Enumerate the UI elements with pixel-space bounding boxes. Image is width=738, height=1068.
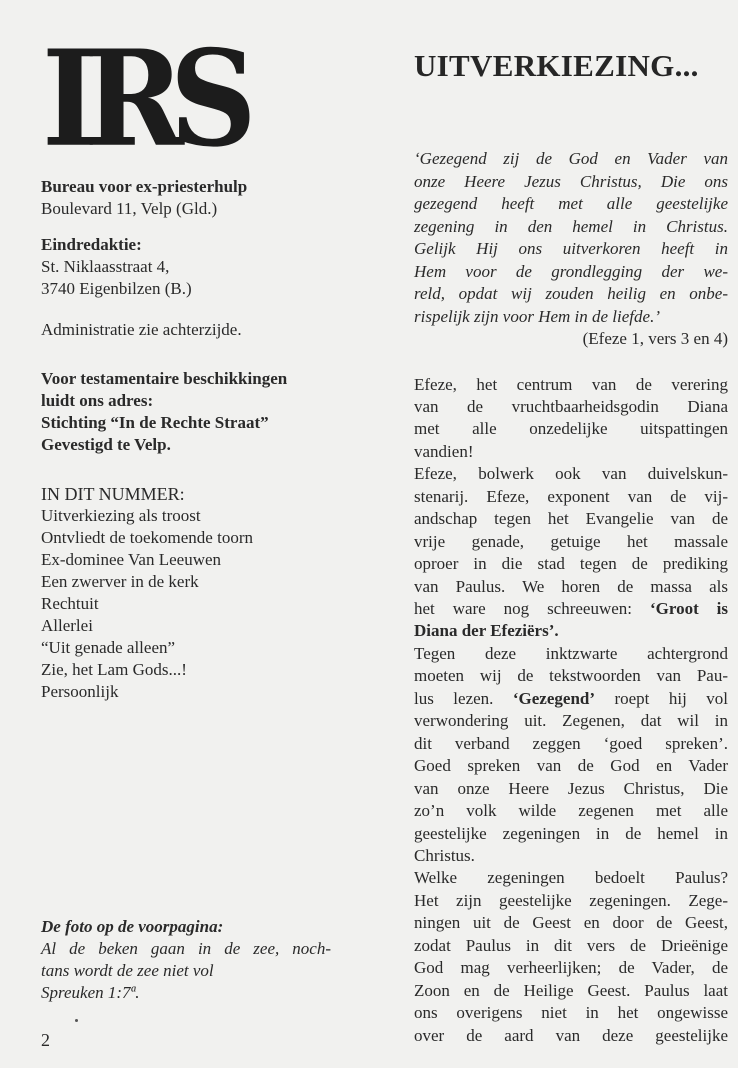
body-line: dit verband zeggen ‘goed spreken’.: [414, 733, 728, 753]
body-text: het ware nog schreeuwen:: [414, 599, 650, 619]
print-speck: [75, 1019, 78, 1022]
quote-reference: (Efeze 1, vers 3 en 4): [582, 329, 728, 348]
contents-item: Ontvliedt de toekomende toorn: [41, 528, 253, 547]
photo-caption-line: Al de beken gaan in de zee, noch-: [41, 939, 331, 958]
body-line: Efeze, het centrum van de verering: [414, 374, 728, 394]
body-line: God mag verheerlijken; de Vader, de: [414, 958, 728, 978]
contents-heading: IN DIT NUMMER:: [41, 484, 185, 504]
right-column: [414, 148, 728, 1047]
body-line: Welke zegeningen bedoelt Paulus?: [414, 868, 728, 888]
quote-line: gezegend heeft met alle geestelijke: [414, 194, 728, 213]
body-line: Tegen deze inktzwarte achtergrond: [414, 643, 728, 663]
body-line: geestelijke zegeningen in de hemel in: [414, 823, 728, 843]
quote-line: rispelijk zijn voor Hem in de liefde.’: [414, 306, 660, 326]
body-line: Christus.: [414, 846, 475, 866]
body-line: Het zijn geestelijke zegeningen. Zege-: [414, 890, 728, 910]
contents-item: Uitverkiezing als troost: [41, 506, 201, 525]
contents-item: Allerlei: [41, 616, 93, 635]
body-line: vandien!: [414, 441, 474, 461]
body-line: van de vruchtbaarheidsgodin Diana: [414, 396, 728, 416]
body-line: Zoon en de Heilige Geest. Paulus laat: [414, 980, 728, 1000]
body-line: Efeze, bolwerk ook van duivelskun-: [414, 464, 728, 484]
contents-list: [41, 505, 381, 703]
body-line: ningen uit de Geest en door de Geest,: [414, 913, 728, 933]
quote-line: Hem voor de grondlegging der we-: [414, 261, 728, 281]
quote-line: onze Heere Jezus Christus, Die ons: [414, 171, 728, 191]
body-line: van onze Heere Jezus Christus, Die: [414, 778, 728, 798]
contents-item: Rechtuit: [41, 594, 99, 613]
body-line: [414, 598, 728, 620]
contents-item: Persoonlijk: [41, 682, 119, 701]
contents-item: Zie, het Lam Gods...!: [41, 660, 187, 679]
body-line: met alle onzedelijke uitspattingen: [414, 419, 728, 439]
scripture-quote: [414, 148, 728, 351]
testament-line: Gevestigd te Velp.: [41, 435, 171, 454]
org-address: Boulevard 11, Velp (Gld.): [41, 199, 218, 218]
admin-note: Administratie zie achterzijde.: [41, 320, 242, 339]
testament-line: Voor testamentaire beschikkingen: [41, 369, 288, 388]
body-text: roept hij vol: [595, 688, 728, 708]
body-line: andschap tegen het Evangelie van de: [414, 509, 728, 529]
body-line: stenarij. Efeze, exponent van de vij-: [414, 486, 728, 506]
editor-address-line: 3740 Eigenbilzen (B.): [41, 279, 192, 298]
body-line-emphasis: Diana der Efeziërs’.: [414, 621, 559, 641]
quote-line: zegening in den hemel in Christus.: [414, 216, 728, 236]
emphasis: ‘Groot is: [649, 599, 728, 619]
page-number: 2: [41, 1030, 50, 1050]
org-name: Bureau voor ex-priesterhulp: [41, 177, 248, 196]
quote-line: Gelijk Hij ons uitverkoren heeft in: [414, 239, 728, 258]
body-line: [414, 688, 728, 710]
quote-line: ‘Gezegend zij de God en Vader van: [414, 149, 728, 168]
editor-label: Eindredaktie:: [41, 235, 142, 254]
testament-line: Stichting “In de Rechte Straat”: [41, 413, 269, 432]
body-text: lus lezen.: [414, 688, 513, 708]
body-line: vrije genade, getuige het massale: [414, 531, 728, 551]
photo-heading: De foto op de voorpagina:: [41, 917, 224, 936]
masthead: [41, 176, 381, 703]
body-line: zo’n volk wilde zegenen met alle: [414, 801, 728, 821]
body-line: over de aard van deze geestelijke: [414, 1025, 728, 1045]
body-line: Goed spreken van de God en Vader: [414, 756, 728, 776]
photo-caption-line: Spreuken 1:7ª.: [41, 983, 140, 1002]
photo-caption-line: tans wordt de zee niet vol: [41, 961, 214, 980]
body-line: ons overigens niet in het ongewisse: [414, 1003, 728, 1023]
body-line: verwondering uit. Zegenen, dat wil in: [414, 711, 728, 731]
contents-item: Een zwerver in de kerk: [41, 572, 199, 591]
quote-line: reld, opdat wij zouden heilig en onbe-: [414, 284, 728, 303]
body-line: zodat Paulus in dit vers de Drieënige: [414, 935, 728, 955]
body-line: oproer in die stad tegen de prediking: [414, 554, 728, 574]
testament-line: luidt ons adres:: [41, 391, 154, 410]
article-title: UITVERKIEZING...: [414, 48, 699, 83]
editor-address-line: St. Niklaasstraat 4,: [41, 257, 170, 276]
emphasis: ‘Gezegend’: [512, 688, 596, 708]
contents-item: “Uit genade alleen”: [41, 638, 176, 657]
photo-caption-block: [41, 916, 381, 1004]
article-body: [414, 374, 728, 1048]
body-line: van Paulus. We horen de massa als: [414, 576, 728, 596]
body-line: moeten wij de tekstwoorden van Pau-: [414, 666, 728, 686]
contents-item: Ex-dominee Van Leeuwen: [41, 550, 222, 569]
irs-logo: IRS: [42, 20, 243, 177]
